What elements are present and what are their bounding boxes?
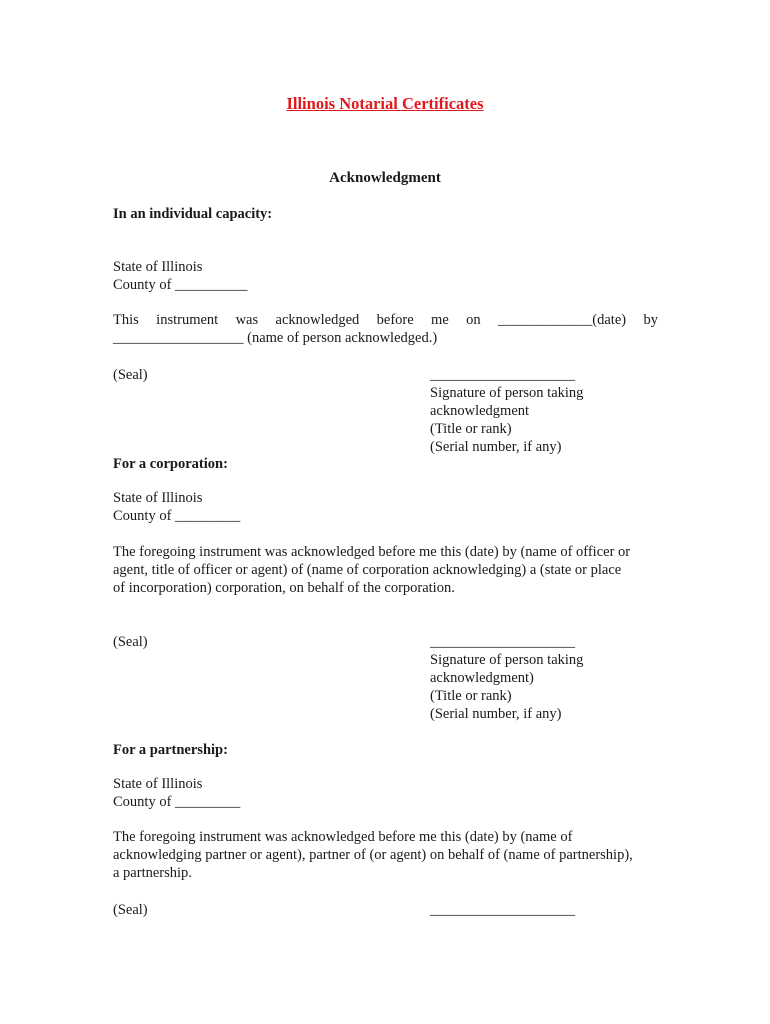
signature-label-1: Signature of person taking bbox=[430, 652, 584, 668]
title-rank-label: (Title or rank) bbox=[430, 421, 512, 437]
individual-county: County of __________ bbox=[113, 277, 248, 293]
serial-number-label: (Serial number, if any) bbox=[430, 706, 562, 722]
partnership-state: State of Illinois bbox=[113, 776, 203, 792]
individual-signature-block bbox=[430, 366, 583, 456]
corporation-heading: For a corporation: bbox=[113, 456, 228, 472]
corporation-statement-line-3: of incorporation) corporation, on behalf of the corporation. bbox=[113, 580, 455, 596]
corporation-statement-line-1: The foregoing instrument was acknowledged before me this (date) by (name of officer or bbox=[113, 544, 631, 560]
partnership-statement-line-3: a partnership. bbox=[113, 865, 192, 881]
title-rank-label: (Title or rank) bbox=[430, 688, 512, 704]
signature-line: ____________________ bbox=[430, 902, 575, 918]
individual-seal: (Seal) bbox=[113, 367, 148, 383]
partnership-statement-line-2: acknowledging partner or agent), partner of (or agent) on behalf of (name of partnership), bbox=[113, 847, 633, 863]
serial-number-label: (Serial number, if any) bbox=[430, 439, 562, 455]
corporation-signature-block bbox=[430, 633, 583, 723]
individual-heading: In an individual capacity: bbox=[113, 206, 273, 222]
document-title: Illinois Notarial Certificates bbox=[286, 94, 484, 113]
corporation-seal: (Seal) bbox=[113, 634, 148, 650]
corporation-statement-line-2: agent, title of officer or agent) of (name of corporation acknowledging) a (state or place bbox=[113, 562, 622, 578]
corporation-state: State of Illinois bbox=[113, 490, 203, 506]
partnership-seal: (Seal) bbox=[113, 902, 148, 918]
signature-label-2: acknowledgment bbox=[430, 403, 530, 419]
individual-statement-line-1: This instrument was acknowledged before me on _____________(date) by bbox=[113, 312, 658, 328]
signature-label-2: acknowledgment) bbox=[430, 670, 534, 686]
partnership-statement-line-1: The foregoing instrument was acknowledged before me this (date) by (name of bbox=[113, 829, 573, 845]
partnership-heading: For a partnership: bbox=[113, 742, 228, 758]
corporation-county: County of _________ bbox=[113, 508, 241, 524]
signature-line: ____________________ bbox=[430, 634, 575, 650]
individual-statement-line-2: __________________ (name of person acknowledged.) bbox=[113, 330, 438, 346]
section-heading-acknowledgment: Acknowledgment bbox=[329, 170, 441, 186]
signature-label-1: Signature of person taking bbox=[430, 385, 584, 401]
signature-line: ____________________ bbox=[430, 367, 575, 383]
partnership-county: County of _________ bbox=[113, 794, 241, 810]
individual-state: State of Illinois bbox=[113, 259, 203, 275]
partnership-signature-block bbox=[430, 901, 575, 919]
